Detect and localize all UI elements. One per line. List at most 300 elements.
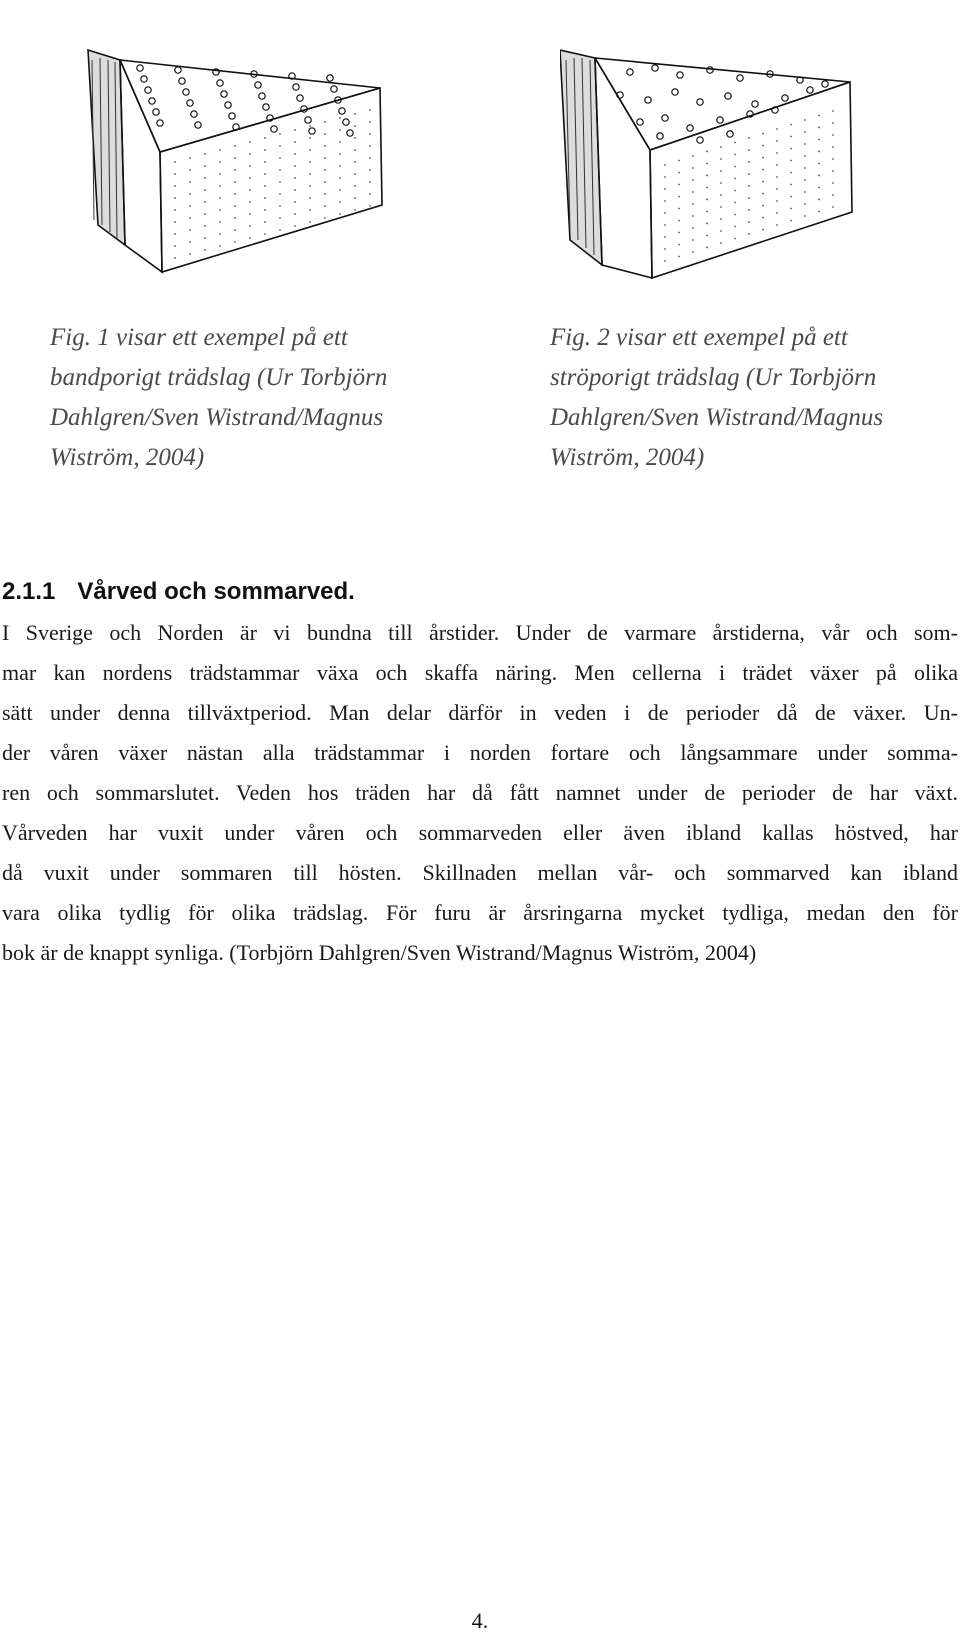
pore-dot	[264, 173, 266, 175]
pore-dot	[309, 209, 311, 211]
pore-dot	[818, 127, 820, 129]
pore-dot	[762, 193, 764, 195]
pore-dot	[818, 163, 820, 165]
caption-line: Wiström, 2004)	[50, 444, 205, 471]
pore-ring	[737, 75, 743, 81]
pore-ring	[717, 117, 723, 123]
paragraph-line: ren och sommarslutet. Veden hos träden har då fått namnet under de perioder de har växt.	[2, 780, 958, 805]
pore-dot	[279, 193, 281, 195]
pore-dot	[664, 212, 666, 214]
pore-dot	[748, 161, 750, 163]
pore-dot	[790, 160, 792, 162]
pore-dot	[832, 134, 834, 136]
figure-1-ring-porous-wood	[80, 40, 410, 280]
figure-1-caption	[50, 318, 387, 478]
pore-dot	[264, 209, 266, 211]
pore-dot	[234, 217, 236, 219]
pore-ring	[297, 95, 303, 101]
pore-dot	[748, 149, 750, 151]
pore-dot	[748, 173, 750, 175]
pore-dot	[776, 224, 778, 226]
pore-dot	[354, 125, 356, 127]
pore-dot	[369, 205, 371, 207]
pore-dot	[762, 229, 764, 231]
pore-dot	[324, 169, 326, 171]
pore-dot	[734, 190, 736, 192]
pore-ring	[331, 86, 337, 92]
section-title: Vårved och sommarved.	[77, 578, 355, 605]
pore-dot	[369, 157, 371, 159]
pore-dot	[790, 220, 792, 222]
pore-ring	[727, 131, 733, 137]
pore-dot	[692, 179, 694, 181]
pore-dot	[664, 164, 666, 166]
pore-dot	[734, 178, 736, 180]
pore-dot	[324, 121, 326, 123]
pore-dot	[354, 209, 356, 211]
pore-dot	[664, 224, 666, 226]
pore-dot	[234, 181, 236, 183]
pore-dot	[249, 225, 251, 227]
pore-dot	[309, 161, 311, 163]
pore-dot	[324, 181, 326, 183]
pore-dot	[832, 110, 834, 112]
pore-dot	[354, 113, 356, 115]
pore-ring	[672, 89, 678, 95]
pore-ring	[157, 120, 163, 126]
paragraph-line: sätt under denna tillväxtperiod. Man delar därför in veden i de perioder då de växer. Un-	[2, 700, 958, 725]
pore-dot	[309, 125, 311, 127]
pore-dot	[706, 235, 708, 237]
pore-dot	[664, 176, 666, 178]
pore-ring	[725, 93, 731, 99]
pore-dot	[678, 256, 680, 258]
caption-line: Wiström, 2004)	[550, 444, 705, 471]
pore-dot	[706, 175, 708, 177]
pore-ring	[153, 109, 159, 115]
caption-line: Fig. 2 visar ett exempel på ett	[550, 324, 848, 351]
caption-line: Dahlgren/Sven Wistrand/Magnus	[50, 404, 384, 431]
pore-dot	[369, 109, 371, 111]
paragraph-line: I Sverige och Norden är vi bundna till årstider. Under de varmare årstiderna, vår och som-	[2, 620, 958, 645]
pore-dot	[706, 163, 708, 165]
pore-ring	[191, 111, 197, 117]
pore-ring	[343, 119, 349, 125]
pore-dot	[804, 119, 806, 121]
paragraph-line: då vuxit under sommaren till hösten. Skillnaden mellan vår- och sommarved kan ibland	[2, 860, 958, 885]
pore-dot	[804, 131, 806, 133]
pore-ring	[175, 67, 181, 73]
pore-dot	[748, 233, 750, 235]
pore-dot	[324, 157, 326, 159]
pore-dot	[706, 211, 708, 213]
pore-dot	[174, 245, 176, 247]
pore-dot	[189, 169, 191, 171]
pore-dot	[294, 213, 296, 215]
pore-dot	[219, 161, 221, 163]
pore-dot	[264, 221, 266, 223]
pore-dot	[818, 175, 820, 177]
pore-dot	[339, 201, 341, 203]
pore-dot	[279, 133, 281, 135]
pore-dot	[204, 249, 206, 251]
pore-dot	[762, 133, 764, 135]
pore-dot	[734, 166, 736, 168]
pore-dot	[219, 233, 221, 235]
pore-dot	[354, 173, 356, 175]
pore-dot	[706, 223, 708, 225]
pore-dot	[189, 205, 191, 207]
pore-dot	[234, 229, 236, 231]
pore-dot	[369, 121, 371, 123]
pore-ring	[229, 113, 235, 119]
pore-dot	[678, 220, 680, 222]
pore-dot	[776, 188, 778, 190]
pore-dot	[832, 146, 834, 148]
caption-line: Dahlgren/Sven Wistrand/Magnus	[550, 404, 884, 431]
pore-dot	[748, 185, 750, 187]
pore-dot	[720, 230, 722, 232]
pore-dot	[324, 133, 326, 135]
pore-dot	[832, 170, 834, 172]
pore-ring	[195, 122, 201, 128]
pore-dot	[762, 145, 764, 147]
pore-dot	[279, 205, 281, 207]
paragraph-line: bok är de knappt synliga. (Torbjörn Dahlgren/Sven Wistrand/Magnus Wiström, 2004)	[2, 940, 757, 965]
pore-dot	[294, 177, 296, 179]
pore-dot	[324, 145, 326, 147]
pore-dot	[692, 203, 694, 205]
pore-dot	[818, 139, 820, 141]
paragraph-line: der våren växer nästan alla trädstammar i norden fortare och långsammare under somma-	[2, 740, 958, 765]
pore-dot	[354, 137, 356, 139]
pore-dot	[249, 213, 251, 215]
pore-dot	[264, 185, 266, 187]
pore-dot	[804, 215, 806, 217]
pore-dot	[354, 161, 356, 163]
pore-ring	[221, 91, 227, 97]
pore-dot	[734, 238, 736, 240]
pore-dot	[174, 209, 176, 211]
pore-dot	[790, 184, 792, 186]
pore-dot	[832, 194, 834, 196]
pore-dot	[294, 201, 296, 203]
pore-ring	[259, 93, 265, 99]
pore-dot	[309, 221, 311, 223]
pore-dot	[818, 211, 820, 213]
pore-dot	[204, 189, 206, 191]
section-heading	[2, 578, 355, 606]
pore-dot	[339, 141, 341, 143]
pore-dot	[678, 172, 680, 174]
pore-dot	[720, 242, 722, 244]
pore-dot	[219, 209, 221, 211]
pore-dot	[832, 182, 834, 184]
pore-dot	[762, 217, 764, 219]
pore-dot	[339, 177, 341, 179]
pore-dot	[692, 191, 694, 193]
pore-dot	[734, 202, 736, 204]
pore-dot	[309, 137, 311, 139]
pore-dot	[309, 185, 311, 187]
pore-ring	[225, 102, 231, 108]
pore-dot	[324, 217, 326, 219]
pore-dot	[818, 151, 820, 153]
pore-dot	[748, 137, 750, 139]
pore-dot	[692, 167, 694, 169]
pore-ring	[652, 65, 658, 71]
pore-dot	[234, 205, 236, 207]
pore-dot	[776, 128, 778, 130]
pore-dot	[174, 257, 176, 259]
pore-dot	[279, 181, 281, 183]
pore-dot	[692, 251, 694, 253]
pore-dot	[174, 221, 176, 223]
pore-dot	[174, 233, 176, 235]
pore-dot	[818, 187, 820, 189]
pore-dot	[279, 157, 281, 159]
pore-ring	[677, 72, 683, 78]
figure-2-diffuse-porous-wood	[560, 40, 900, 280]
pore-ring	[697, 99, 703, 105]
pore-dot	[692, 227, 694, 229]
paragraph-line: vara olika tydlig för olika trädslag. För furu är årsringarna mycket tydliga, medan den för	[2, 900, 958, 925]
pore-dot	[369, 181, 371, 183]
pore-ring	[141, 76, 147, 82]
pore-dot	[762, 181, 764, 183]
pore-dot	[762, 157, 764, 159]
pore-ring	[627, 69, 633, 75]
pore-dot	[174, 185, 176, 187]
caption-line: Fig. 1 visar ett exempel på ett	[50, 324, 348, 351]
pore-dot	[204, 153, 206, 155]
pore-dot	[664, 248, 666, 250]
pore-dot	[174, 197, 176, 199]
pore-dot	[204, 237, 206, 239]
pore-dot	[249, 165, 251, 167]
pore-dot	[790, 124, 792, 126]
pore-dot	[249, 237, 251, 239]
pore-dot	[294, 225, 296, 227]
pore-dot	[776, 140, 778, 142]
pore-dot	[678, 196, 680, 198]
pore-dot	[832, 122, 834, 124]
pore-dot	[748, 197, 750, 199]
pore-dot	[706, 151, 708, 153]
pore-dot	[219, 149, 221, 151]
pore-dot	[204, 165, 206, 167]
body-paragraph	[2, 613, 958, 973]
pore-dot	[369, 145, 371, 147]
section-number: 2.1.1	[2, 578, 56, 605]
pore-dot	[189, 229, 191, 231]
pore-dot	[706, 199, 708, 201]
pore-dot	[339, 189, 341, 191]
pore-dot	[804, 143, 806, 145]
pore-dot	[234, 169, 236, 171]
pore-ring	[347, 130, 353, 136]
pore-dot	[720, 182, 722, 184]
pore-dot	[804, 203, 806, 205]
pore-dot	[279, 217, 281, 219]
pore-dot	[219, 173, 221, 175]
figure-2-caption	[550, 318, 883, 478]
pore-dot	[790, 208, 792, 210]
pore-dot	[339, 129, 341, 131]
pore-dot	[776, 200, 778, 202]
caption-line: ströporigt trädslag (Ur Torbjörn	[550, 364, 877, 391]
pore-ring	[149, 98, 155, 104]
paragraph-line: mar kan nordens trädstammar växa och skaffa näring. Men cellerna i trädet växer på olika	[2, 660, 958, 685]
pore-ring	[263, 104, 269, 110]
pore-dot	[720, 218, 722, 220]
caption-line: bandporigt trädslag (Ur Torbjörn	[50, 364, 388, 391]
pore-dot	[174, 173, 176, 175]
pore-dot	[264, 233, 266, 235]
pore-dot	[369, 169, 371, 171]
pore-dot	[720, 206, 722, 208]
pore-dot	[294, 129, 296, 131]
pore-ring	[697, 137, 703, 143]
pore-dot	[294, 189, 296, 191]
pore-dot	[264, 197, 266, 199]
pore-ring	[822, 81, 828, 87]
pore-dot	[249, 201, 251, 203]
pore-dot	[706, 187, 708, 189]
pore-dot	[692, 239, 694, 241]
pore-ring	[782, 95, 788, 101]
pore-dot	[804, 167, 806, 169]
pore-ring	[145, 87, 151, 93]
pore-ring	[657, 133, 663, 139]
pore-dot	[678, 208, 680, 210]
paragraph-line: Vårveden har vuxit under våren och sommarveden eller även ibland kallas höstved, har	[2, 820, 958, 845]
pore-dot	[354, 149, 356, 151]
pore-dot	[818, 199, 820, 201]
pore-dot	[234, 145, 236, 147]
pore-dot	[234, 193, 236, 195]
pore-ring	[293, 84, 299, 90]
pore-ring	[179, 78, 185, 84]
pore-dot	[762, 205, 764, 207]
pore-dot	[204, 201, 206, 203]
pore-dot	[234, 241, 236, 243]
pore-dot	[734, 154, 736, 156]
pore-dot	[664, 188, 666, 190]
pore-ring	[187, 100, 193, 106]
pore-dot	[678, 184, 680, 186]
pore-ring	[637, 119, 643, 125]
pore-dot	[720, 194, 722, 196]
pore-dot	[678, 160, 680, 162]
pore-dot	[219, 197, 221, 199]
pore-dot	[339, 213, 341, 215]
pore-dot	[339, 117, 341, 119]
pore-dot	[832, 206, 834, 208]
pore-dot	[189, 253, 191, 255]
pore-ring	[137, 65, 143, 71]
pore-ring	[271, 126, 277, 132]
pore-dot	[279, 145, 281, 147]
pore-dot	[219, 221, 221, 223]
figure-1-drawing	[80, 40, 410, 280]
pore-dot	[279, 169, 281, 171]
pore-ring	[305, 117, 311, 123]
pore-dot	[664, 260, 666, 262]
pore-dot	[189, 241, 191, 243]
pore-dot	[294, 153, 296, 155]
pore-dot	[249, 177, 251, 179]
pore-dot	[264, 161, 266, 163]
pore-ring	[309, 128, 315, 134]
pore-dot	[818, 115, 820, 117]
pore-dot	[692, 215, 694, 217]
pore-dot	[369, 193, 371, 195]
pore-dot	[219, 185, 221, 187]
pore-dot	[249, 153, 251, 155]
pore-dot	[832, 158, 834, 160]
pore-dot	[720, 158, 722, 160]
pore-ring	[662, 115, 668, 121]
pore-dot	[354, 185, 356, 187]
pore-dot	[720, 170, 722, 172]
pore-ring	[707, 67, 713, 73]
pore-dot	[324, 205, 326, 207]
pore-dot	[189, 217, 191, 219]
pore-dot	[776, 152, 778, 154]
pore-ring	[752, 101, 758, 107]
pore-dot	[204, 213, 206, 215]
pore-dot	[189, 157, 191, 159]
pore-dot	[748, 209, 750, 211]
pore-dot	[776, 212, 778, 214]
pore-ring	[327, 75, 333, 81]
pore-dot	[279, 229, 281, 231]
page-number: 4.	[471, 1608, 489, 1633]
pore-dot	[339, 165, 341, 167]
pore-dot	[720, 146, 722, 148]
pore-dot	[219, 245, 221, 247]
pore-dot	[734, 214, 736, 216]
pore-dot	[734, 226, 736, 228]
pore-dot	[204, 225, 206, 227]
pore-dot	[790, 196, 792, 198]
pore-dot	[294, 141, 296, 143]
pore-ring	[645, 97, 651, 103]
pore-dot	[204, 177, 206, 179]
pore-dot	[692, 155, 694, 157]
pore-dot	[678, 232, 680, 234]
pore-dot	[324, 193, 326, 195]
pore-dot	[294, 165, 296, 167]
pore-dot	[790, 148, 792, 150]
pore-dot	[189, 181, 191, 183]
pore-dot	[249, 141, 251, 143]
pore-dot	[234, 157, 236, 159]
pore-dot	[804, 191, 806, 193]
pore-ring	[183, 89, 189, 95]
pore-dot	[249, 189, 251, 191]
pore-dot	[678, 244, 680, 246]
pore-dot	[664, 236, 666, 238]
pore-dot	[734, 142, 736, 144]
pore-dot	[748, 221, 750, 223]
pore-dot	[339, 153, 341, 155]
pore-dot	[264, 149, 266, 151]
pore-dot	[790, 172, 792, 174]
pore-dot	[664, 200, 666, 202]
pore-ring	[255, 82, 261, 88]
